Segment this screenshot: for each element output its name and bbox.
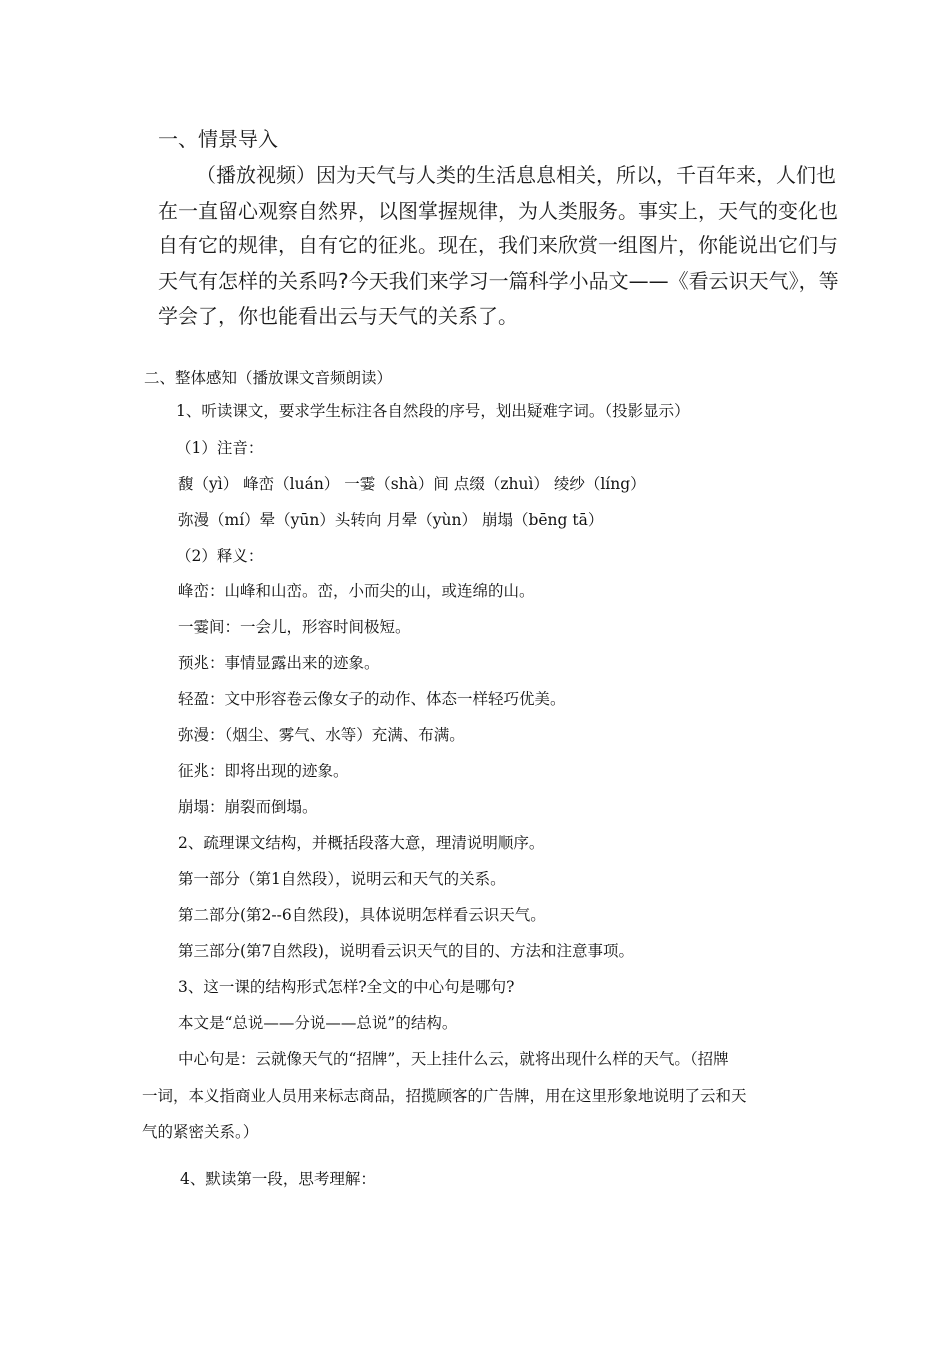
intro-paragraph-line: 天气有怎样的关系吗?今天我们来学习一篇科学小品文——《看云识天气》，等 <box>158 269 839 293</box>
definition-line: 轻盈：文中形容卷云像女子的动作、体态一样轻巧优美。 <box>178 690 566 708</box>
intro-paragraph-line: 在一直留心观察自然界，以图掌握规律，为人类服务。事实上，天气的变化也 <box>158 199 838 223</box>
definition-line: 预兆：事情显露出来的迹象。 <box>178 654 380 672</box>
structure-part: 第三部分(第7自然段)，说明看云识天气的目的、方法和注意事项。 <box>178 942 634 960</box>
definition-line: 崩塌：崩裂而倒塌。 <box>178 798 318 816</box>
task-item: 3、这一课的结构形式怎样?全文的中心句是哪句? <box>178 978 515 996</box>
central-sentence-line: 一词，本义指商业人员用来标志商品，招揽顾客的广告牌，用在这里形象地说明了云和天 <box>142 1087 747 1105</box>
intro-paragraph-line: 自有它的规律，自有它的征兆。现在，我们来欣赏一组图片，你能说出它们与 <box>158 233 838 257</box>
definition-line: 征兆：即将出现的迹象。 <box>178 762 349 780</box>
definition-line: 弥漫：（烟尘、雾气、水等）充满、布满。 <box>178 726 465 744</box>
task-item: 1、听读课文，要求学生标注各自然段的序号，划出疑难字词。（投影显示） <box>176 402 690 420</box>
subsection-label: （1）注音： <box>176 439 264 457</box>
intro-paragraph-line: （播放视频）因为天气与人类的生活息息相关，所以，千百年来，人们也 <box>196 163 836 187</box>
structure-part: 第二部分(第2--6自然段)，具体说明怎样看云识天气。 <box>178 906 546 924</box>
definition-line: 一霎间：一会儿，形容时间极短。 <box>178 618 411 636</box>
structure-part: 第一部分（第1自然段），说明云和天气的关系。 <box>178 870 506 888</box>
task-item: 4、默读第一段，思考理解： <box>180 1170 376 1188</box>
section-heading-overview: 二、整体感知（播放课文音频朗读） <box>144 369 393 387</box>
central-sentence-line: 气的紧密关系。） <box>142 1123 259 1141</box>
subsection-label: （2）释义： <box>176 547 264 565</box>
intro-paragraph-line: 学会了，你也能看出云与天气的关系了。 <box>158 304 518 328</box>
structure-statement: 本文是“总说——分说——总说”的结构。 <box>178 1014 458 1032</box>
pronunciation-line: 弥漫（mí）晕（yūn）头转向 月晕（yùn） 崩塌（bēng tā） <box>178 511 604 529</box>
definition-line: 峰峦：山峰和山峦。峦，小而尖的山，或连绵的山。 <box>178 582 535 600</box>
central-sentence-line: 中心句是：云就像天气的“招牌”，天上挂什么云，就将出现什么样的天气。（招牌 <box>178 1050 729 1068</box>
task-item: 2、疏理课文结构，并概括段落大意，理清说明顺序。 <box>178 834 545 852</box>
pronunciation-line: 馥（yì） 峰峦（luán） 一霎（shà）间 点缀（zhuì） 绫纱（líng） <box>178 475 646 493</box>
section-heading-intro: 一、情景导入 <box>158 127 278 151</box>
